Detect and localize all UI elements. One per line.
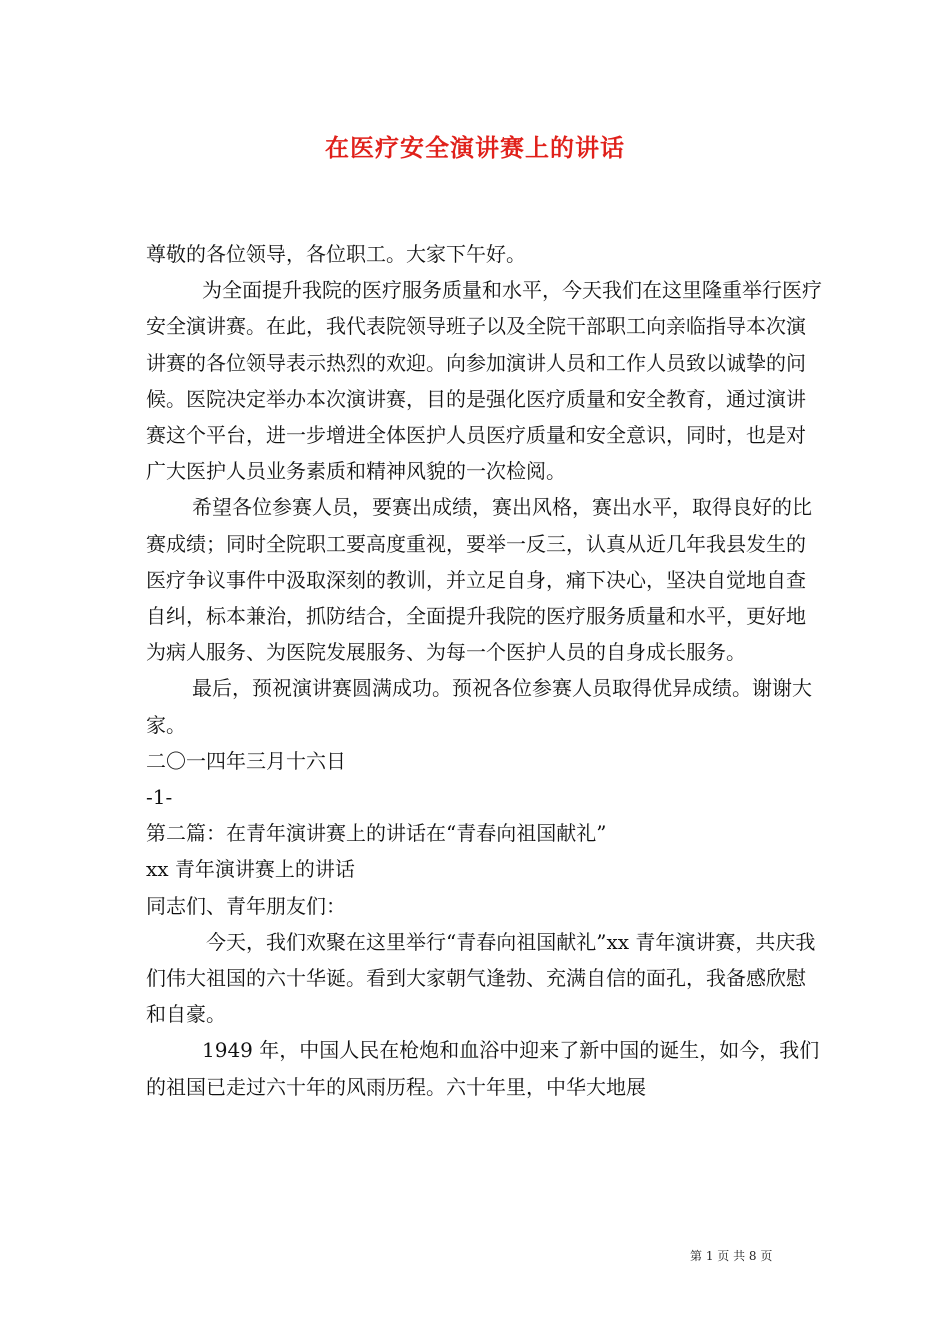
section-heading: 第二篇：在青年演讲赛上的讲话在“青春向祖国献礼”: [146, 821, 607, 846]
page-number-footer: 第 1 页 共 8 页: [690, 1249, 773, 1263]
document-title: 在医疗安全演讲赛上的讲话: [325, 133, 625, 162]
page-marker: -1-: [146, 785, 173, 810]
body-paragraph: 1949 年，中国人民在枪炮和血浴中迎来了新中国的诞生，如今，我们的祖国已走过六十年的风雨历程。六十年里，中华大地展: [146, 1038, 820, 1099]
body-paragraph: 今天，我们欢聚在这里举行“青春向祖国献礼”xx 青年演讲赛，共庆我们伟大祖国的六十华诞。看到大家朝气逢勃、充满自信的面孔，我备感欣慰和自豪。: [146, 929, 816, 1027]
body-paragraph: 最后，预祝演讲赛圆满成功。预祝各位参赛人员取得优异成绩。谢谢大家。: [146, 676, 812, 737]
document-body: [146, 236, 822, 1105]
section-heading-cont: xx 青年演讲赛上的讲话: [146, 857, 355, 882]
date-line: 二〇一四年三月十六日: [146, 748, 346, 773]
body-paragraph: 希望各位参赛人员，要赛出成绩，赛出风格，赛出水平，取得良好的比赛成绩；同时全院职工要高度重视，要举一反三，认真从近几年我县发生的医疗争议事件中汲取深刻的教训，并立足自身，痛下决心，坚决自觉地自查自纠，标本兼治，抓防结合，全面提升我院的医疗服务质量和水平，更好地为病人服务、为医院发展服务、为每一个医护人员的自身成长服务。: [146, 495, 812, 665]
salutation: 同志们、青年朋友们：: [146, 893, 346, 918]
body-paragraph: 为全面提升我院的医疗服务质量和水平，今天我们在这里隆重举行医疗安全演讲赛。在此，我代表院领导班子以及全院干部职工向亲临指导本次演讲赛的各位领导表示热烈的欢迎。向参加演讲人员和工作人员致以诚挚的问候。医院决定举办本次演讲赛，目的是强化医疗质量和安全教育，通过演讲赛这个平台，进一步增进全体医护人员医疗质量和安全意识，同时，也是对广大医护人员业务素质和精神风貌的一次检阅。: [146, 278, 822, 484]
greeting-paragraph: 尊敬的各位领导，各位职工。大家下午好。: [146, 242, 526, 266]
